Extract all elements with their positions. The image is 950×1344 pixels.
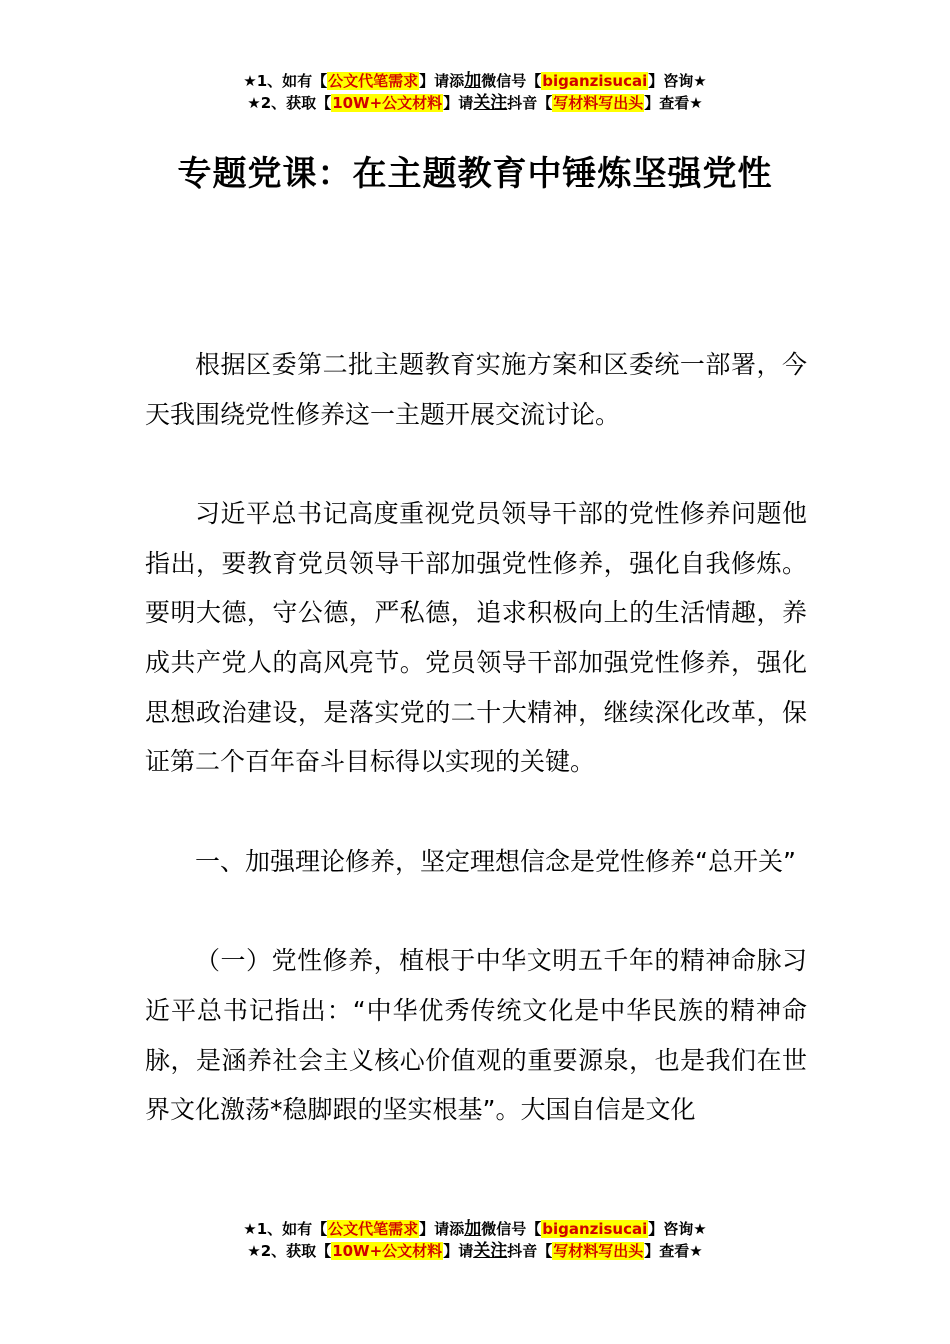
paragraph: 习近平总书记高度重视党员领导干部的党性修养问题他指出，要教育党员领导干部加强党性修养，强化自我修炼。要明大德，守公德，严私德，追求积极向上的生活情趣，养成共产党人的高风亮节。党员领导干部加强党性修养，强化思想政治建设，是落实党的二十大精神，继续深化改革，保证第二个百年奋斗目标得以实现的关键。	[145, 499, 807, 777]
promo-emphasis: 加	[464, 1219, 482, 1239]
promo-text: ★1、如有【	[243, 1220, 328, 1238]
document-title: 专题党课：在主题教育中锤炼坚强党性	[177, 154, 773, 194]
promo-text: ★2、获取【	[247, 1242, 332, 1260]
promo-text: 】请添	[419, 1220, 465, 1238]
promo-text: 】请添	[419, 72, 465, 90]
promo-emphasis: 加	[464, 71, 482, 91]
promo-text: 】查看★	[644, 94, 703, 112]
promo-emphasis: 关注	[473, 93, 508, 113]
paragraph: 根据区委第二批主题教育实施方案和区委统一部署，今天我围绕党性修养这一主题开展交流讨论。	[145, 350, 807, 429]
promo-line-2	[0, 1240, 950, 1262]
promo-text: 抖音【	[507, 94, 553, 112]
promo-highlight: 10W+公文材料	[332, 94, 443, 112]
promo-douyin-id: 写材料写出头	[553, 1242, 644, 1260]
promo-text: 】请	[443, 94, 474, 112]
paragraph: （一）党性修养，植根于中华文明五千年的精神命脉习近平总书记指出：“中华优秀传统文化是中华民族的精神命脉，是涵养社会主义核心价值观的重要源泉，也是我们在世界文化激荡*稳脚跟的坚实根基”。大国自信是文化	[145, 946, 807, 1125]
promo-text: 抖音【	[507, 1242, 553, 1260]
promo-line-1	[0, 1218, 950, 1240]
promo-text: 】咨询★	[648, 1220, 707, 1238]
promo-emphasis: 关注	[473, 1241, 508, 1261]
footer-promo	[0, 1218, 950, 1262]
promo-wechat-id: biganzisucai	[542, 72, 648, 90]
section-heading: 一、加强理论修养，坚定理想信念是党性修养“总开关”	[195, 846, 796, 876]
promo-text: ★1、如有【	[243, 72, 328, 90]
promo-wechat-id: biganzisucai	[542, 1220, 648, 1238]
promo-line-1	[0, 70, 950, 92]
header-promo	[0, 70, 950, 114]
promo-highlight: 公文代笔需求	[328, 72, 419, 90]
promo-highlight: 10W+公文材料	[332, 1242, 443, 1260]
promo-text: 】咨询★	[648, 72, 707, 90]
promo-text: 】请	[443, 1242, 474, 1260]
promo-highlight: 公文代笔需求	[328, 1220, 419, 1238]
promo-line-2	[0, 92, 950, 114]
promo-text: 微信号【	[481, 1220, 542, 1238]
promo-douyin-id: 写材料写出头	[553, 94, 644, 112]
promo-text: 微信号【	[481, 72, 542, 90]
promo-text: 】查看★	[644, 1242, 703, 1260]
promo-text: ★2、获取【	[247, 94, 332, 112]
document-body	[145, 340, 807, 1185]
